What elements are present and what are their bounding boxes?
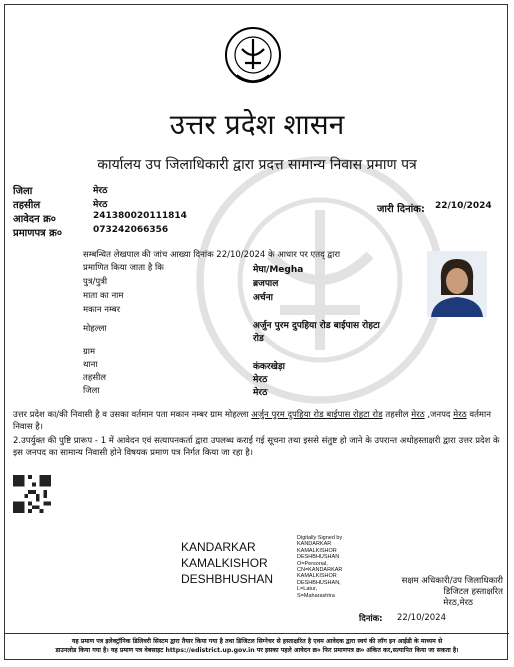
digital-sign-line: KAMALKISHOR <box>297 547 337 554</box>
name-value: मेघा/Megha <box>253 265 304 275</box>
sign-date-label: दिनांक: <box>359 614 383 624</box>
signer-name-block <box>181 539 273 587</box>
signer-name-line-2: KAMALKISHOR <box>181 556 268 570</box>
child-of-value: ब्रजपाल <box>253 279 279 289</box>
detail-tehsil-value: मेरठ <box>253 375 268 385</box>
statement-district: मेरठ <box>453 410 467 420</box>
district-value: मेरठ <box>93 186 108 196</box>
digital-sign-line: DESHBHUSHAN, <box>297 579 341 586</box>
footer-line-1: यह प्रमाण पत्र इलेक्ट्रॉनिक डिलिवरी सिस्टम द्वारा तैयार किया गया है तथा डिजिटल सिग्नेचर से हस्ताक्षरित है एवम आवेदक द्वारा स्वयं की लॉग इन आईडी के माध्यम से <box>71 638 443 645</box>
digital-sign-line: L=Latur, <box>297 586 318 593</box>
statement-tehsil: मेरठ <box>411 410 425 420</box>
authority-designation: सक्षम अधिकारी/उप जिलाधिकारी <box>401 576 503 586</box>
state-emblem-watermark <box>195 155 445 405</box>
authority-location: मेरठ,मेरठ <box>443 598 473 608</box>
issue-date-value: 22/10/2024 <box>435 201 492 211</box>
locality-value-line-1: अर्जुन पुरम दुपहिया रोड बाईपास रोहटा <box>253 321 380 331</box>
authority-digital-signed: डिजिटल हस्ताक्षरित <box>443 587 503 597</box>
issue-date-label: जारी दिनांक: <box>377 204 425 215</box>
footer-note <box>11 637 503 655</box>
detail-district-label: जिला <box>83 386 100 396</box>
tehsil-value: मेरठ <box>93 200 108 210</box>
applicant-photo <box>427 251 487 317</box>
authority-block <box>363 576 503 609</box>
digital-sign-line: S=Maharashtra <box>297 592 335 599</box>
digital-sign-line: KAMALKISHOR <box>297 573 337 580</box>
application-value: 241380020111814 <box>93 211 187 221</box>
digital-sign-line: DESHBHUSHAN <box>297 554 340 561</box>
signer-name-line-3: DESHBHUSHAN <box>181 572 274 586</box>
detail-district-value: मेरठ <box>253 388 268 398</box>
sign-date-value: 22/10/2024 <box>397 613 446 623</box>
certificate-sheet <box>4 4 508 660</box>
digital-sign-line: CN=KANDARKAR <box>297 567 343 574</box>
detail-tehsil-label: तहसील <box>83 373 107 383</box>
certificate-value: 073242066356 <box>93 225 169 235</box>
mother-label: माता का नाम <box>83 291 124 301</box>
footer-line-2: डाउनलोड किया गया है। यह प्रमाण पत्र वेबसाइट https://edistrict.up.gov.in पर इसका पहले आवेदन क्र० फिर प्रमाणपत्र क्र० अंकित कर,सत्यापित किया जा सकता है। <box>55 647 459 654</box>
statement-text-4: वर्तमान निवास है। <box>13 410 491 432</box>
intro-line: सम्बन्धित लेखपाल की जांच आख्या दिनांक 22/10/2024 के आधार पर एतद् द्वारा <box>83 250 341 260</box>
digital-signature-details <box>297 535 342 599</box>
statement-text-2: तहसील <box>382 410 409 420</box>
government-title: उत्तर प्रदेश शासन <box>169 108 345 141</box>
locality-label: मोहल्ला <box>83 324 107 334</box>
child-of-label: पुत्र/पुत्री <box>83 277 108 287</box>
police-station-label: थाना <box>83 360 98 370</box>
digital-sign-line: O=Personal, <box>297 560 328 567</box>
tehsil-label: तहसील <box>13 200 41 211</box>
residence-statement <box>13 409 501 433</box>
digital-sign-line: KANDARKAR <box>297 541 332 548</box>
signer-name-line-1: KANDARKAR <box>181 540 256 554</box>
certify-label: प्रमाणित किया जाता है कि <box>83 263 164 273</box>
statement-text-3: ,जनपद <box>424 410 454 420</box>
district-label: जिला <box>13 186 33 197</box>
statement-address: अर्जुन पुरम दुपहिया रोड बाईपास रोहटा रोड <box>251 410 383 420</box>
house-label: मकान नम्बर <box>83 305 121 315</box>
office-title: कार्यालय उप जिलाधिकारी द्वारा प्रदत्त सामान्य निवास प्रमाण पत्र <box>97 157 417 173</box>
certificate-label: प्रमाणपत्र क्र० <box>13 228 63 239</box>
police-station-value: कंकरखेड़ा <box>253 362 286 372</box>
mother-value: अर्चना <box>253 293 273 303</box>
application-label: आवेदन क्र० <box>13 214 57 225</box>
state-emblem-logo <box>223 25 283 89</box>
qr-code <box>13 475 51 513</box>
footer-divider <box>5 633 509 634</box>
locality-value-line-2: रोड <box>253 334 264 344</box>
digital-sign-line: Digitally Signed by <box>297 535 343 541</box>
confirmation-statement: 2.उपर्युक्त की पुष्टि प्रारूप - 1 में आवेदन एवं सत्यापनकर्ता द्वारा उपलब्ध कराई गई सूचना तथा इससे संतुष्ट हो जाने के उपरान्त अधोहस्ताक्षरी द्वारा उत्तर प्रदेश के इस जनपद का सामान्य निवासी होने विषयक प्रमाण पत्र निर्गत किया जा रहा है। <box>13 436 500 458</box>
statement-text-1: उत्तर प्रदेश का/की निवासी है व उसका वर्तमान पता मकान नम्बर ग्राम मोहल्ला <box>13 410 252 420</box>
village-label: ग्राम <box>83 347 96 357</box>
